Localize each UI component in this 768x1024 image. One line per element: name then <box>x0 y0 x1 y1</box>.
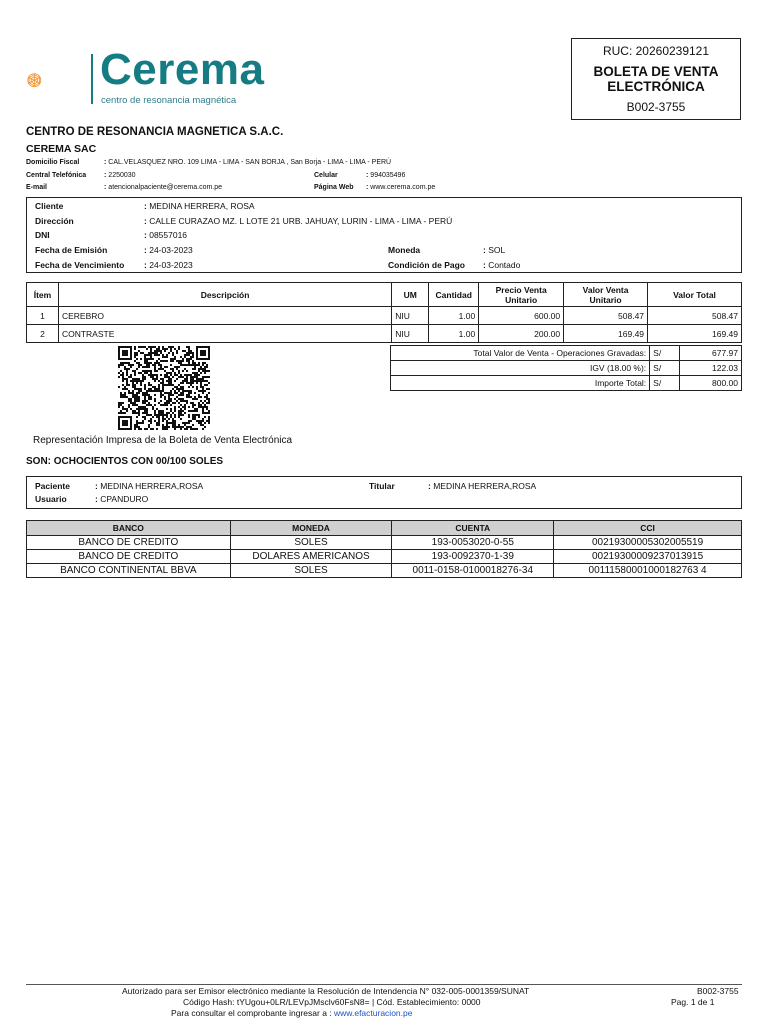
condicion-label: Condición de Pago <box>388 260 465 270</box>
cell-valor: 169.49 <box>564 325 648 343</box>
igv-value: 122.03 <box>680 361 742 376</box>
items-header-row <box>27 283 742 307</box>
cell-cantidad: 1.00 <box>429 325 479 343</box>
cell-moneda: DOLARES AMERICANOS <box>230 550 392 564</box>
col-cuenta: CUENTA <box>392 521 554 536</box>
footer-doc-number: B002-3755 <box>697 986 739 996</box>
vencimiento-value: : 24-03-2023 <box>144 260 193 270</box>
col-um: UM <box>392 283 429 307</box>
cell-item: 1 <box>27 307 59 325</box>
total-row <box>391 361 742 376</box>
cell-um: NIU <box>392 307 429 325</box>
cell-moneda: SOLES <box>230 536 392 550</box>
vencimiento-label: Fecha de Vencimiento <box>35 260 125 270</box>
total-currency: S/ <box>650 361 680 376</box>
representation-note: Representación Impresa de la Boleta de Venta Electrónica <box>33 435 293 446</box>
total-currency: S/ <box>650 376 680 391</box>
logo-wordmark: Cerema <box>100 45 265 94</box>
table-row <box>27 564 742 578</box>
footer-consult: Para consultar el comprobante ingresar a : www.efacturacion.pe <box>171 1008 413 1018</box>
ruc-box <box>571 38 741 120</box>
cell-precio: 600.00 <box>479 307 564 325</box>
col-cci: CCI <box>554 521 742 536</box>
email-value: : atencionalpaciente@cerema.com.pe <box>104 184 223 191</box>
cerema-logo-icon <box>26 50 96 110</box>
cell-cci: 00219300005302005519 <box>554 536 742 550</box>
col-moneda: MONEDA <box>230 521 392 536</box>
col-banco: BANCO <box>27 521 231 536</box>
web-value: : www.cerema.com.pe <box>366 184 436 191</box>
cell-moneda: SOLES <box>230 564 392 578</box>
footer-authorization: Autorizado para ser Emisor electrónico mediante la Resolución de Intendencia N° 032-005-0001359/SUNAT <box>122 986 530 996</box>
items-table <box>26 282 742 343</box>
condicion-value: : Contado <box>483 260 521 270</box>
cell-cci: 00111580001000182763 4 <box>554 564 742 578</box>
cell-banco: BANCO DE CREDITO <box>27 536 231 550</box>
importe-total-label: Importe Total: <box>391 376 650 391</box>
total-row <box>391 346 742 361</box>
cliente-label: Cliente <box>35 201 64 211</box>
col-item: Ítem <box>27 283 59 307</box>
logo-divider <box>91 54 93 104</box>
banks-header-row <box>27 521 742 536</box>
titular-label: Titular <box>369 481 395 491</box>
total-currency: S/ <box>650 346 680 361</box>
doc-type-line2: ELECTRÓNICA <box>607 79 705 94</box>
igv-label: IGV (18.00 %): <box>391 361 650 376</box>
cell-precio: 200.00 <box>479 325 564 343</box>
total-gravadas-value: 677.97 <box>680 346 742 361</box>
moneda-value: : SOL <box>483 245 506 255</box>
cell-um: NIU <box>392 325 429 343</box>
cell-valor: 508.47 <box>564 307 648 325</box>
cell-value: : 994035496 <box>366 172 406 179</box>
usuario-label: Usuario <box>35 494 67 504</box>
moneda-label: Moneda <box>388 245 421 255</box>
footer-hash: Código Hash: tYUgou+0LR/LEVpJMsclv60FsN8= | Cód. Establecimiento: 0000 <box>183 997 481 1007</box>
table-row <box>27 307 742 325</box>
fiscal-value: : CAL.VELASQUEZ NRO. 109 LIMA - LIMA - SAN BORJA , San Borja - LIMA - LIMA - PERÚ <box>104 159 392 166</box>
totals-table <box>390 345 742 391</box>
qr-code-icon <box>118 346 210 430</box>
direccion-value: : CALLE CURAZAO MZ. L LOTE 21 URB. JAHUAY, LURIN - LIMA - LIMA - PERÚ <box>144 216 453 226</box>
usuario-value: : CPANDURO <box>95 494 149 504</box>
total-gravadas-label: Total Valor de Venta - Operaciones Gravadas: <box>391 346 650 361</box>
cell-total: 169.49 <box>648 325 742 343</box>
doc-number: B002-3755 <box>626 100 686 114</box>
fiscal-label: Domicilio Fiscal <box>26 159 80 166</box>
dni-value: : 08557016 <box>144 230 188 240</box>
footer-page: Pag. 1 de 1 <box>671 997 715 1007</box>
cell-cuenta: 193-0092370-1-39 <box>392 550 554 564</box>
doc-type-line1: BOLETA DE VENTA <box>593 64 719 79</box>
efacturacion-link[interactable]: www.efacturacion.pe <box>334 1008 413 1018</box>
company-name: CENTRO DE RESONANCIA MAGNETICA S.A.C. <box>26 126 284 138</box>
direccion-label: Dirección <box>35 216 74 226</box>
amount-in-words: SON: OCHOCIENTOS CON 00/100 SOLES <box>26 456 224 467</box>
col-valor-venta: Valor Venta Unitario <box>564 283 648 307</box>
email-label: E-mail <box>26 184 48 191</box>
dni-label: DNI <box>35 230 50 240</box>
cell-label: Celular <box>314 172 338 179</box>
logo-subtitle: centro de resonancia magnética <box>101 95 237 106</box>
phone-value: : 2250030 <box>104 172 136 179</box>
cell-total: 508.47 <box>648 307 742 325</box>
phone-label: Central Telefónica <box>26 172 87 179</box>
table-row <box>27 536 742 550</box>
total-row <box>391 376 742 391</box>
cell-banco: BANCO CONTINENTAL BBVA <box>27 564 231 578</box>
table-row <box>27 550 742 564</box>
cell-banco: BANCO DE CREDITO <box>27 550 231 564</box>
company-short-name: CEREMA SAC <box>26 143 97 155</box>
cell-cci: 00219300009237013915 <box>554 550 742 564</box>
cell-cuenta: 193-0053020-0-55 <box>392 536 554 550</box>
col-valor-total: Valor Total <box>648 283 742 307</box>
col-cantidad: Cantidad <box>429 283 479 307</box>
titular-value: : MEDINA HERRERA,ROSA <box>428 481 537 491</box>
banks-table <box>26 520 742 578</box>
paciente-value: : MEDINA HERRERA,ROSA <box>95 481 204 491</box>
cell-descripcion: CONTRASTE <box>58 325 391 343</box>
ruc-number: RUC: 20260239121 <box>602 44 710 58</box>
paciente-label: Paciente <box>35 481 70 491</box>
cell-item: 2 <box>27 325 59 343</box>
col-precio-venta: Precio Venta Unitario <box>479 283 564 307</box>
cell-cuenta: 0011-0158-0100018276-34 <box>392 564 554 578</box>
cliente-value: : MEDINA HERRERA, ROSA <box>144 201 255 211</box>
cell-cantidad: 1.00 <box>429 307 479 325</box>
web-label: Página Web <box>314 184 354 191</box>
footer-divider <box>26 984 742 985</box>
emision-value: : 24-03-2023 <box>144 245 193 255</box>
table-row <box>27 325 742 343</box>
importe-total-value: 800.00 <box>680 376 742 391</box>
emision-label: Fecha de Emisión <box>35 245 108 255</box>
cell-descripcion: CEREBRO <box>58 307 391 325</box>
client-box <box>26 197 742 273</box>
col-descripcion: Descripción <box>58 283 391 307</box>
